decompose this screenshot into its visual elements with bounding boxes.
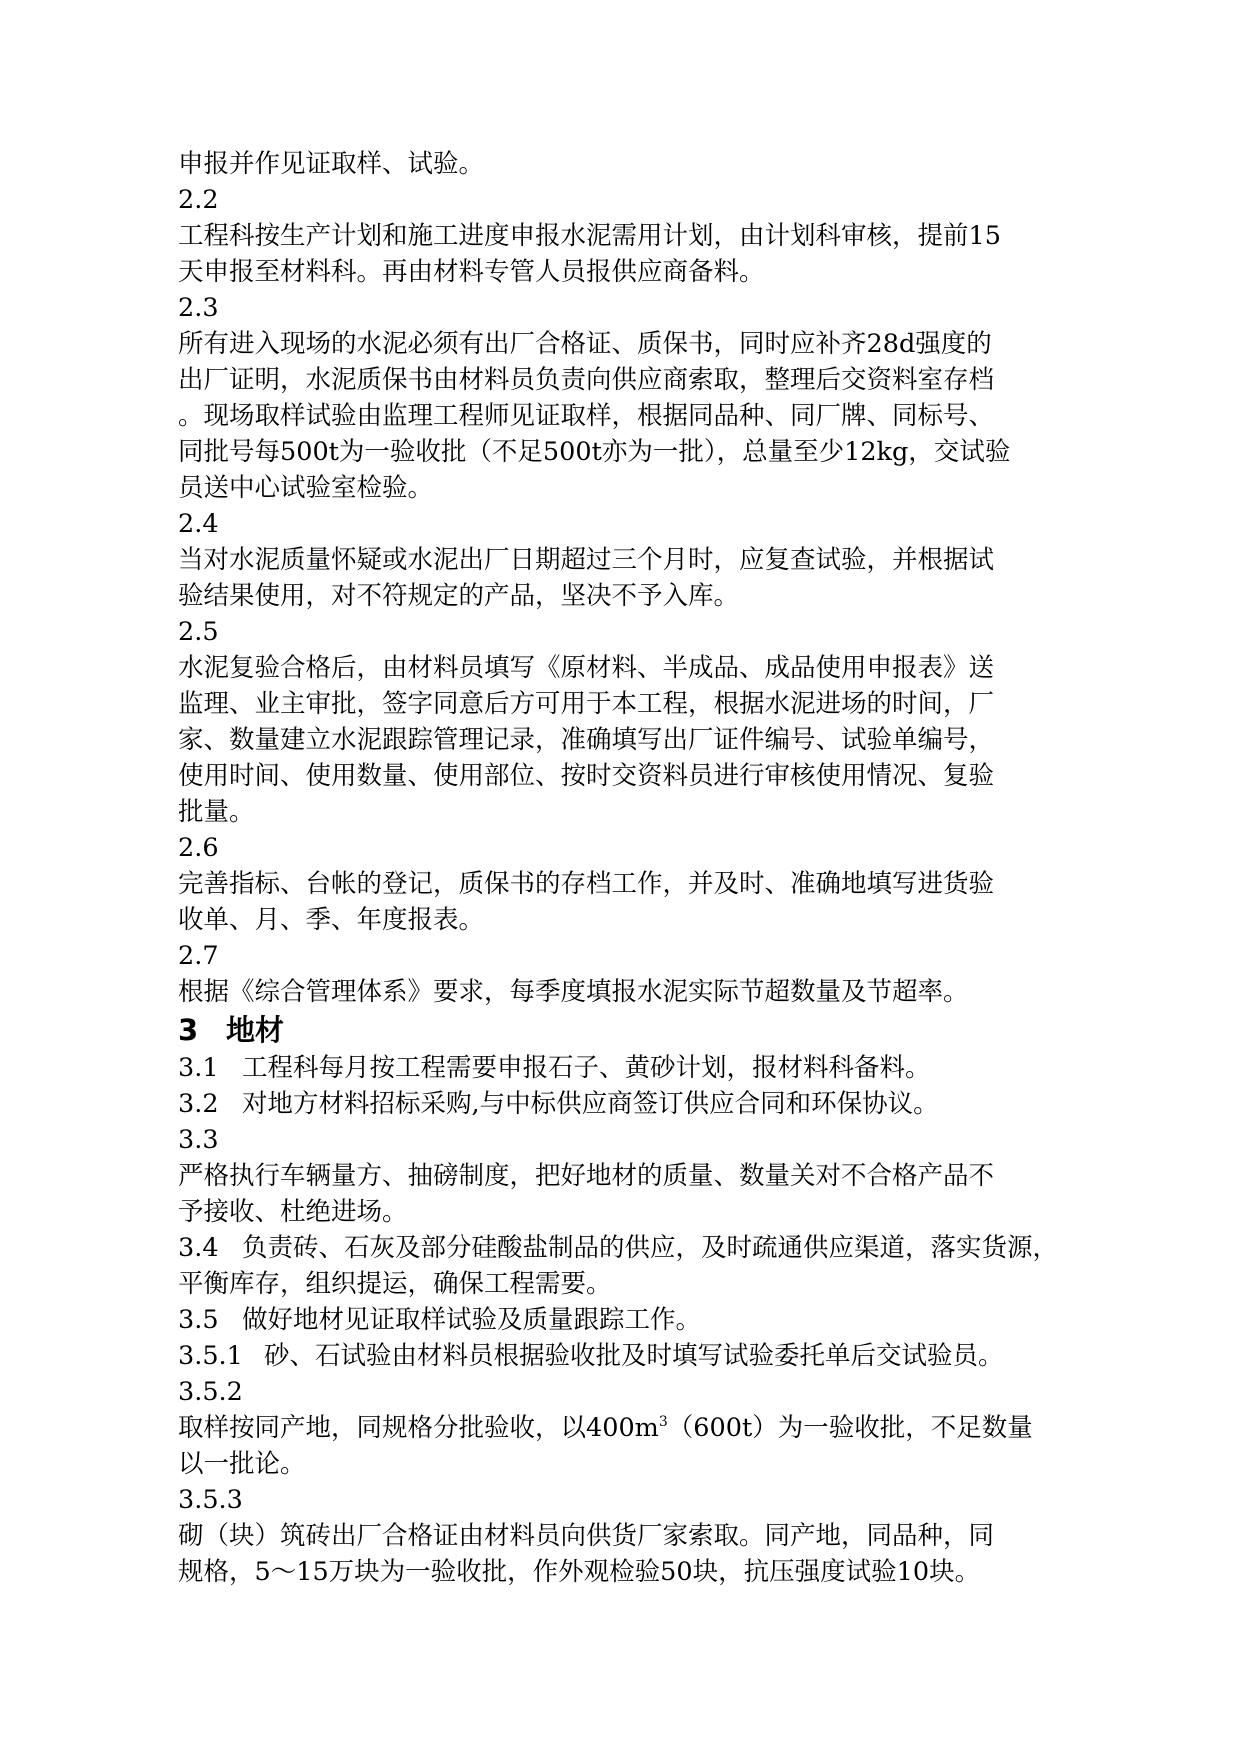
section-heading-title: 地材	[226, 1013, 285, 1047]
item-text: 对地方材料招标采购,与中标供应商签订供应合同和环保协议。	[242, 1089, 939, 1119]
numbered-item	[178, 1338, 1178, 1374]
item-text: 砂、石试验由材料员根据验收批及时填写试验委托单后交试验员。	[264, 1341, 1004, 1371]
paragraph-line: 申报并作见证取样、试验。	[178, 149, 485, 179]
paragraph-line: 以一批论。	[178, 1449, 306, 1479]
numbered-item	[178, 1230, 1178, 1266]
text-before-superscript: 取样按同产地，同规格分批验收，以400m	[178, 1413, 659, 1443]
numbered-item	[178, 1302, 1178, 1338]
paragraph-line: 监理、业主审批，签字同意后方可用于本工程，根据水泥进场的时间，厂	[178, 689, 995, 719]
numbered-item	[178, 1050, 1178, 1086]
paragraph-line: 当对水泥质量怀疑或水泥出厂日期超过三个月时，应复查试验，并根据试	[178, 545, 995, 575]
section-number: 2.4	[178, 509, 219, 539]
paragraph-line: 使用时间、使用数量、使用部位、按时交资料员进行审核使用情况、复验	[178, 761, 995, 791]
section-number: 2.3	[178, 293, 219, 323]
paragraph-line: 平衡库存，组织提运，确保工程需要。	[178, 1269, 612, 1299]
paragraph-line: 工程科按生产计划和施工进度申报水泥需用计划，由计划科审核，提前15	[178, 221, 1001, 251]
paragraph-line: 规格，5～15万块为一验收批，作外观检验50块，抗压强度试验10块。	[178, 1557, 981, 1587]
paragraph-line: 批量。	[178, 797, 255, 827]
section-heading-number: 3	[178, 1013, 199, 1047]
item-text: 负责砖、石灰及部分硅酸盐制品的供应，及时疏通供应渠道，落实货源，	[242, 1233, 1059, 1263]
item-number: 3.5.1	[178, 1341, 243, 1371]
item-text: 做好地材见证取样试验及质量跟踪工作。	[242, 1305, 702, 1335]
item-number: 3.4	[178, 1233, 219, 1263]
section-number: 2.7	[178, 941, 219, 971]
paragraph-line: 严格执行车辆量方、抽磅制度，把好地材的质量、数量关对不合格产品不	[178, 1161, 995, 1191]
text-after-superscript: （600t）为一验收批，不足数量	[667, 1413, 1033, 1443]
section-number: 2.6	[178, 833, 219, 863]
paragraph-line: 收单、月、季、年度报表。	[178, 905, 485, 935]
item-number: 3.5	[178, 1305, 219, 1335]
section-number: 2.2	[178, 185, 219, 215]
paragraph-line: 所有进入现场的水泥必须有出厂合格证、质保书，同时应补齐28d强度的	[178, 329, 992, 359]
paragraph-line: 砌（块）筑砖出厂合格证由材料员向供货厂家索取。同产地，同品种，同	[178, 1521, 995, 1551]
paragraph-line: 。现场取样试验由监理工程师见证取样，根据同品种、同厂牌、同标号、	[178, 401, 995, 431]
section-number: 3.3	[178, 1125, 219, 1155]
paragraph-line: 予接收、杜绝进场。	[178, 1197, 408, 1227]
paragraph-line: 员送中心试验室检验。	[178, 473, 434, 503]
document-page	[178, 146, 1178, 1590]
item-text: 工程科每月按工程需要申报石子、黄砂计划，报材料科备料。	[242, 1053, 931, 1083]
item-number: 3.2	[178, 1089, 219, 1119]
paragraph-line: 家、数量建立水泥跟踪管理记录，准确填写出厂证件编号、试验单编号，	[178, 725, 995, 755]
numbered-item	[178, 1086, 1178, 1122]
paragraph-line: 根据《综合管理体系》要求，每季度填报水泥实际节超数量及节超率。	[178, 977, 969, 1007]
section-heading	[178, 1010, 1178, 1050]
paragraph-line: 验结果使用，对不符规定的产品，坚决不予入库。	[178, 581, 740, 611]
paragraph-line: 水泥复验合格后，由材料员填写《原材料、半成品、成品使用申报表》送	[178, 653, 995, 683]
superscript: 3	[658, 1414, 668, 1430]
section-number: 2.5	[178, 617, 219, 647]
section-number: 3.5.2	[178, 1377, 243, 1407]
item-number: 3.1	[178, 1053, 219, 1083]
paragraph-line: 同批号每500t为一验收批（不足500t亦为一批），总量至少12kg，交试验	[178, 437, 1011, 467]
paragraph-line: 天申报至材料科。再由材料专管人员报供应商备料。	[178, 257, 765, 287]
paragraph-line: 出厂证明，水泥质保书由材料员负责向供应商索取，整理后交资料室存档	[178, 365, 995, 395]
paragraph-line: 完善指标、台帐的登记，质保书的存档工作，并及时、准确地填写进货验	[178, 869, 995, 899]
paragraph-line	[178, 1410, 1178, 1446]
section-number: 3.5.3	[178, 1485, 243, 1515]
